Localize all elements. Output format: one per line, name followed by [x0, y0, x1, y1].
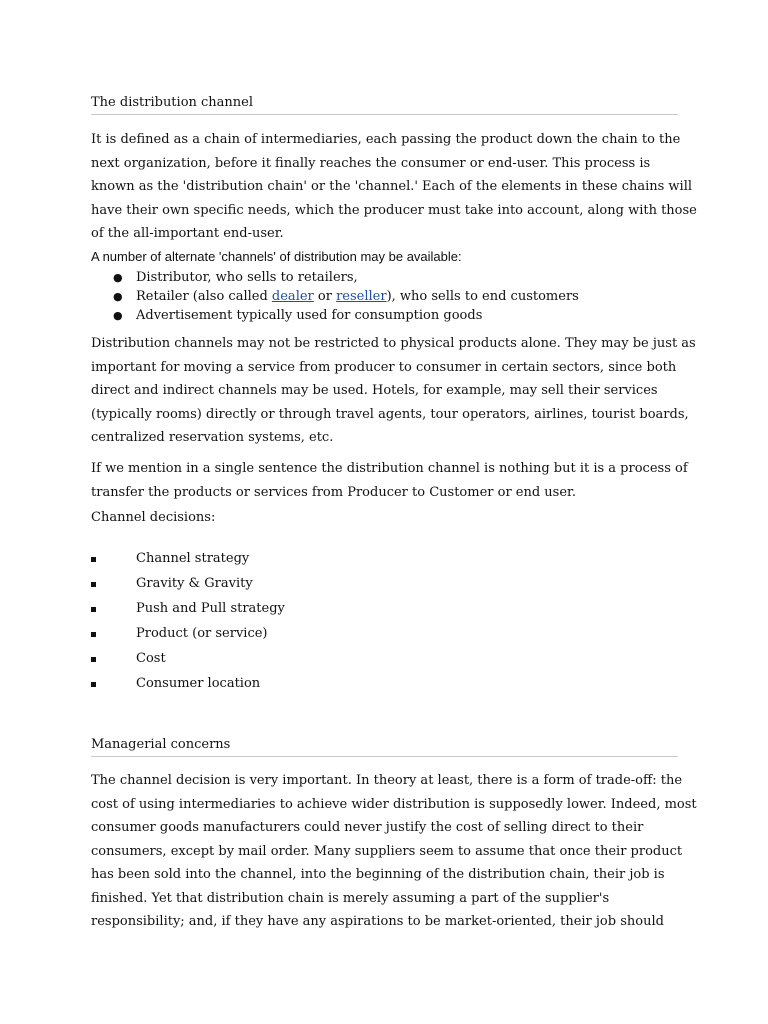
list-item [91, 306, 579, 325]
text-line: It is defined as a chain of intermediaries, each passing the product down the chain to the [91, 132, 681, 147]
channel-options-list [91, 268, 579, 325]
list-item-text: ), who sells to end customers [386, 289, 579, 304]
text-line: consumer goods manufacturers could never justify the cost of selling direct to their [91, 820, 644, 835]
square-bullet-icon [91, 557, 96, 562]
text-line: direct and indirect channels may be used. Hotels, for example, may sell their services [91, 383, 658, 398]
text-line: finished. Yet that distribution chain is merely assuming a part of the supplier's [91, 890, 610, 906]
reseller-link[interactable]: reseller [336, 289, 387, 304]
list-item-text: Gravity & Gravity [136, 576, 253, 591]
text-line: of the all-important end-user. [91, 226, 284, 241]
list-item-text: Consumer location [136, 676, 261, 691]
list-item-text: Cost [136, 651, 166, 666]
list-item-text: Distributor, who sells to retailers, [136, 270, 358, 285]
section-heading-distribution-channel: The distribution channel [91, 95, 254, 110]
heading-divider [91, 756, 678, 757]
list-item [91, 268, 579, 287]
services-paragraph [91, 332, 696, 450]
text-line: centralized reservation systems, etc. [91, 430, 334, 445]
text-line: (typically rooms) directly or through travel agents, tour operators, airlines, tourist boards, [91, 406, 689, 422]
text-line: has been sold into the channel, into the beginning of the distribution chain, their job is [91, 867, 665, 882]
dealer-link[interactable]: dealer [271, 289, 314, 304]
text-line: consumers, except by mail order. Many suppliers seem to assume that once their product [91, 843, 683, 859]
list-item-text: Channel strategy [136, 551, 250, 566]
text-line: have their own specific needs, which the producer must take into account, along with those [91, 202, 697, 218]
text-line: transfer the products or services from Producer to Customer or end user. [91, 484, 576, 500]
text-line: cost of using intermediaries to achieve wider distribution is supposedly lower. Indeed, most [91, 796, 697, 812]
square-bullet-icon [91, 657, 96, 662]
bullet-icon: ● [113, 290, 123, 303]
text-line: next organization, before it finally reaches the consumer or end-user. This process is [91, 155, 651, 171]
text-line: Distribution channels may not be restricted to physical products alone. They may be just as [91, 336, 696, 351]
heading-divider [91, 114, 678, 115]
list-item [91, 287, 579, 306]
channel-decisions-label: Channel decisions: [91, 510, 216, 525]
list-item-text: Retailer (also called [136, 289, 272, 304]
managerial-paragraph [91, 769, 697, 934]
square-bullet-icon [91, 607, 96, 612]
summary-paragraph [91, 457, 691, 504]
text-line: responsibility; and, if they have any aspirations to be market-oriented, their job should [91, 914, 664, 929]
list-item-text: or [313, 289, 337, 304]
definition-paragraph [91, 128, 697, 246]
square-bullet-icon [91, 582, 96, 587]
square-bullet-icon [91, 682, 96, 687]
text-line: The channel decision is very important. In theory at least, there is a form of trade-off: the [91, 773, 683, 788]
section-heading-managerial-concerns: Managerial concerns [91, 737, 231, 752]
list-item-text: Product (or service) [136, 626, 268, 641]
list-item-text: Push and Pull strategy [136, 601, 285, 616]
bullet-icon: ● [113, 271, 123, 284]
square-bullet-icon [91, 632, 96, 637]
bullet-icon: ● [113, 309, 123, 322]
text-line: known as the 'distribution chain' or the 'channel.' Each of the elements in these chains will [91, 179, 693, 194]
list-item-text: Advertisement typically used for consumption goods [136, 308, 483, 323]
text-line: important for moving a service from producer to consumer in certain sectors, since both [91, 359, 677, 375]
text-line: If we mention in a single sentence the distribution channel is nothing but it is a process of [91, 461, 688, 476]
alternates-intro: A number of alternate 'channels' of distribution may be available: [91, 249, 462, 264]
